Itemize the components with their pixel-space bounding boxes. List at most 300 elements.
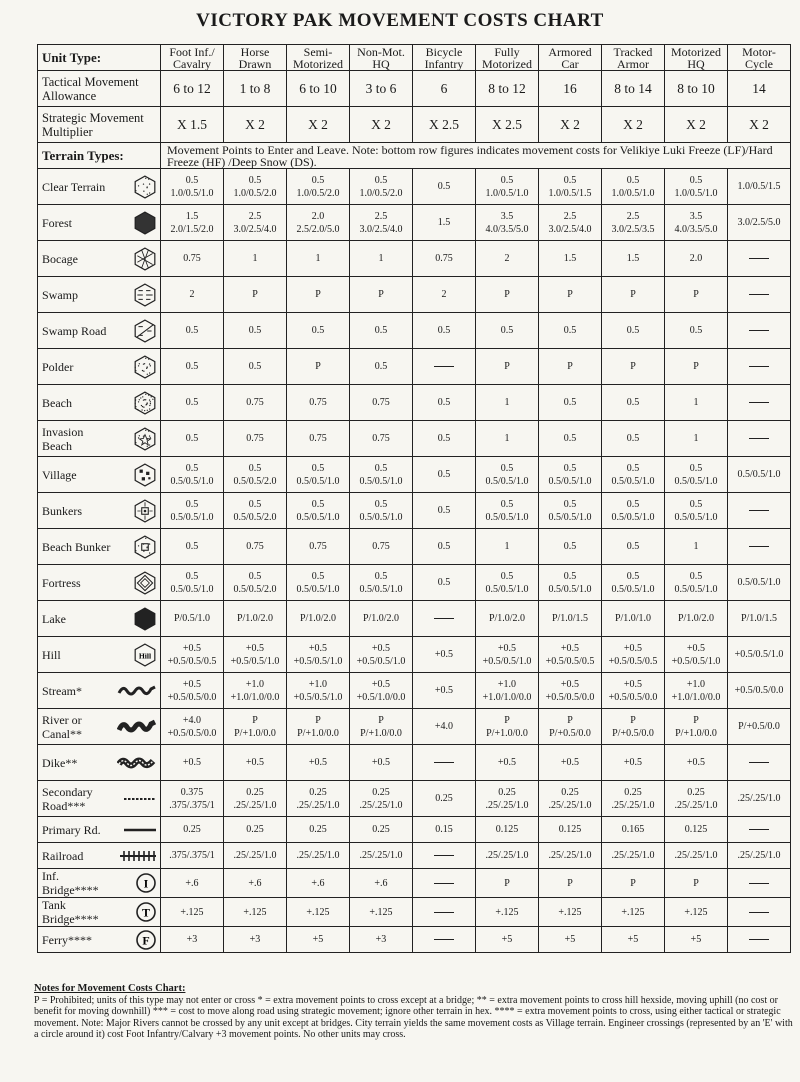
- terrain-cost-cell: [287, 637, 350, 673]
- cost-value: 2: [504, 253, 510, 264]
- cost-value: 0.75: [435, 253, 453, 264]
- terrain-cost-cell: [539, 421, 602, 457]
- cost-freeze-value: P/+1.0/0.0: [360, 727, 402, 739]
- cost-value: 0.5: [563, 462, 577, 474]
- terrain-cost-cell: [413, 601, 476, 637]
- not-applicable-dash: [749, 294, 769, 295]
- terrain-cost-cell: [602, 843, 665, 869]
- terrain-cost-cell: [413, 673, 476, 709]
- cost-value: +.125: [558, 906, 582, 918]
- not-applicable-dash: [434, 883, 454, 884]
- terrain-row-label: [38, 457, 161, 493]
- terrain-cost-cell: [476, 817, 539, 843]
- strategic-value: X 2: [728, 107, 791, 143]
- cost-value: 0.25: [309, 824, 327, 835]
- cost-value: +0.5: [182, 642, 202, 654]
- cost-freeze-value: 1.0/0.5/2.0: [233, 187, 277, 199]
- cost-freeze-value: 0.5/0.5/1.0: [359, 583, 403, 595]
- cost-value: +0.5: [686, 642, 706, 654]
- cost-value: 0.25: [372, 824, 390, 835]
- cost-freeze-value: 0.5/0.5/1.0: [170, 475, 214, 487]
- terrain-cost-cell: [224, 601, 287, 637]
- terrain-row-label: [38, 565, 161, 601]
- terrain-cost-cell: [287, 457, 350, 493]
- unit-header: Armored Car: [539, 45, 602, 71]
- cost-value: P/1.0/2.0: [299, 613, 337, 624]
- terrain-name: Beach Bunker: [42, 540, 111, 555]
- cost-value: +.125: [180, 906, 204, 918]
- terrain-cost-cell: [476, 673, 539, 709]
- cost-freeze-value: .25/.25/1.0: [548, 799, 592, 811]
- terrain-name: Hill: [42, 648, 61, 663]
- terrain-cost-cell: [224, 349, 287, 385]
- not-applicable-dash: [434, 912, 454, 913]
- terrain-cost-cell: [665, 385, 728, 421]
- cost-value: +5: [312, 934, 324, 945]
- terrain-cost-cell: [665, 898, 728, 927]
- terrain-cost-cell: [665, 637, 728, 673]
- terrain-cost-cell: [539, 869, 602, 898]
- terrain-row-label: [38, 493, 161, 529]
- cost-freeze-value: 0.5/0.5/2.0: [233, 475, 277, 487]
- terrain-cost-cell: [665, 493, 728, 529]
- cost-value: 0.5: [689, 174, 703, 186]
- cost-value: 0.5: [689, 570, 703, 582]
- cost-freeze-value: 2.5/2.0/5.0: [296, 223, 340, 235]
- cost-value: 0.5: [563, 498, 577, 510]
- terrain-cost-cell: [539, 843, 602, 869]
- cost-value: +0.5: [371, 757, 391, 768]
- terrain-cost-cell: [161, 277, 224, 313]
- cost-value: +.6: [374, 877, 388, 889]
- terrain-cost-cell: [665, 277, 728, 313]
- cost-freeze-value: +0.5/0.5/1.0: [293, 691, 343, 703]
- terrain-name: Beach: [42, 396, 72, 411]
- cost-value: 3.5: [500, 210, 514, 222]
- terrain-cost-cell: [602, 205, 665, 241]
- not-applicable-dash: [749, 883, 769, 884]
- terrain-name: Swamp Road: [42, 324, 107, 339]
- terrain-cost-cell: [287, 349, 350, 385]
- terrain-cost-cell: [224, 673, 287, 709]
- terrain-cost-cell: [665, 781, 728, 817]
- terrain-cost-cell: [728, 529, 791, 565]
- unit-header: Semi-Motorized: [287, 45, 350, 71]
- strategic-value: X 2.5: [413, 107, 476, 143]
- tactical-value: 6 to 10: [287, 71, 350, 107]
- terrain-cost-cell: [350, 637, 413, 673]
- cost-value: .25/.25/1.0: [737, 850, 781, 861]
- cost-value: 1.5: [563, 253, 577, 264]
- cost-freeze-value: P/+1.0/0.0: [234, 727, 276, 739]
- terrain-cost-cell: [539, 673, 602, 709]
- cost-value: .375/.375/1: [169, 850, 215, 861]
- cost-freeze-value: .25/.25/1.0: [296, 799, 340, 811]
- terrain-row-label: [38, 927, 161, 953]
- terrain-name: Primary Rd.: [42, 823, 101, 838]
- cost-value: 0.5: [311, 462, 325, 474]
- cost-value: P/1.0/2.0: [488, 613, 526, 624]
- cost-value: .25/.25/1.0: [611, 850, 655, 861]
- terrain-cost-cell: [476, 869, 539, 898]
- terrain-cost-cell: [161, 843, 224, 869]
- terrain-cost-cell: [413, 745, 476, 781]
- terrain-cost-cell: [224, 927, 287, 953]
- unit-header: Non-Mot. HQ: [350, 45, 413, 71]
- cost-value: +3: [186, 934, 198, 945]
- cost-value: 0.75: [372, 397, 390, 408]
- not-applicable-dash: [749, 258, 769, 259]
- terrain-cost-cell: [602, 529, 665, 565]
- terrain-cost-cell: [539, 817, 602, 843]
- cost-value: +5: [564, 934, 576, 945]
- cost-value: +.125: [369, 906, 393, 918]
- strategic-value: X 2.5: [476, 107, 539, 143]
- cost-freeze-value: 0.5/0.5/1.0: [611, 583, 655, 595]
- cost-freeze-value: .25/.25/1.0: [485, 799, 529, 811]
- terrain-cost-cell: [287, 781, 350, 817]
- cost-value: P: [504, 289, 510, 300]
- terrain-cost-cell: [224, 385, 287, 421]
- terrain-name: Inf. Bridge****: [42, 869, 99, 897]
- cost-value: 0.5/0.5/1.0: [737, 469, 781, 480]
- cost-value: P: [252, 289, 258, 300]
- terrain-cost-cell: [476, 709, 539, 745]
- terrain-cost-cell: [413, 169, 476, 205]
- terrain-row-label: [38, 277, 161, 313]
- terrain-cost-cell: [728, 745, 791, 781]
- cost-value: 0.5: [248, 462, 262, 474]
- cost-value: +5: [627, 934, 639, 945]
- terrain-name: Lake: [42, 612, 66, 627]
- cost-freeze-value: .25/.25/1.0: [233, 799, 277, 811]
- cost-value: 0.5: [311, 325, 325, 336]
- cost-freeze-value: 0.5/0.5/1.0: [485, 511, 529, 523]
- terrain-cost-cell: [161, 869, 224, 898]
- terrain-cost-cell: [350, 927, 413, 953]
- cost-value: 0.5: [248, 498, 262, 510]
- terrain-name: Railroad: [42, 849, 84, 864]
- cost-freeze-value: 0.5/0.5/1.0: [548, 583, 592, 595]
- terrain-cost-cell: [665, 673, 728, 709]
- cost-value: 0.5: [185, 397, 199, 408]
- terrain-cost-cell: [602, 601, 665, 637]
- terrain-cost-cell: [602, 277, 665, 313]
- cost-freeze-value: +0.5/0.5/0.0: [608, 691, 658, 703]
- cost-freeze-value: +1.0/1.0/0.0: [671, 691, 721, 703]
- cost-value: 0.5: [437, 181, 451, 192]
- cost-value: 0.5: [374, 174, 388, 186]
- terrain-cost-cell: [476, 781, 539, 817]
- terrain-types-label: Terrain Types:: [38, 143, 161, 169]
- unit-header: Bicycle Infantry: [413, 45, 476, 71]
- terrain-cost-cell: [665, 421, 728, 457]
- cost-value: 0.25: [498, 786, 516, 798]
- terrain-cost-cell: [476, 493, 539, 529]
- cost-value: +5: [690, 934, 702, 945]
- terrain-cost-cell: [350, 565, 413, 601]
- not-applicable-dash: [749, 912, 769, 913]
- terrain-cost-cell: [224, 313, 287, 349]
- strategic-value: X 2: [350, 107, 413, 143]
- cost-value: 1: [504, 433, 510, 444]
- terrain-row-label: [38, 601, 161, 637]
- terrain-cost-cell: [728, 927, 791, 953]
- terrain-cost-cell: [287, 529, 350, 565]
- terrain-cost-cell: [665, 927, 728, 953]
- cost-value: 0.5: [185, 174, 199, 186]
- terrain-cost-cell: [224, 529, 287, 565]
- cost-value: 0.5: [437, 325, 451, 336]
- notes-section: [34, 983, 794, 1041]
- terrain-cost-cell: [350, 529, 413, 565]
- terrain-cost-cell: [224, 565, 287, 601]
- cost-freeze-value: P/+1.0/0.0: [297, 727, 339, 739]
- terrain-cost-cell: [161, 457, 224, 493]
- cost-value: P/1.0/2.0: [236, 613, 274, 624]
- cost-freeze-value: 0.5/0.5/1.0: [611, 511, 655, 523]
- terrain-cost-cell: [350, 313, 413, 349]
- cost-value: +4.0: [434, 721, 454, 732]
- cost-value: .25/.25/1.0: [737, 793, 781, 804]
- terrain-cost-cell: [287, 898, 350, 927]
- cost-value: 0.5: [311, 570, 325, 582]
- terrain-cost-cell: [728, 277, 791, 313]
- cost-value: 0.5: [185, 433, 199, 444]
- terrain-cost-cell: [665, 169, 728, 205]
- cost-freeze-value: +0.5/0.5/1.0: [671, 655, 721, 667]
- terrain-cost-cell: [161, 637, 224, 673]
- unit-header: Motor-Cycle: [728, 45, 791, 71]
- cost-freeze-value: P/+0.5/0.0: [612, 727, 654, 739]
- cost-value: +0.5: [371, 678, 391, 690]
- terrain-cost-cell: [350, 385, 413, 421]
- cost-value: +0.5: [497, 642, 517, 654]
- terrain-row-label: [38, 709, 161, 745]
- cost-value: 0.25: [687, 786, 705, 798]
- terrain-cost-cell: [728, 781, 791, 817]
- cost-value: 0.5: [500, 462, 514, 474]
- terrain-cost-cell: [665, 457, 728, 493]
- cost-freeze-value: 0.5/0.5/1.0: [674, 583, 718, 595]
- cost-value: 0.5: [437, 397, 451, 408]
- terrain-cost-cell: [539, 169, 602, 205]
- terrain-cost-cell: [728, 313, 791, 349]
- cost-value: P: [315, 714, 321, 726]
- cost-value: 0.125: [558, 824, 582, 835]
- terrain-row-label: [38, 869, 161, 898]
- terrain-cost-cell: [287, 745, 350, 781]
- cost-value: +0.5: [308, 757, 328, 768]
- terrain-cost-cell: [224, 169, 287, 205]
- cost-value: 0.5: [185, 570, 199, 582]
- terrain-cost-cell: [602, 869, 665, 898]
- cost-value: 1.5: [626, 253, 640, 264]
- not-applicable-dash: [434, 855, 454, 856]
- cost-value: 0.25: [183, 824, 201, 835]
- terrain-cost-cell: [224, 421, 287, 457]
- cost-freeze-value: +0.5/0.5/0.5: [608, 655, 658, 667]
- terrain-cost-cell: [476, 205, 539, 241]
- unit-header: Tracked Armor: [602, 45, 665, 71]
- terrain-cost-cell: [161, 565, 224, 601]
- terrain-cost-cell: [728, 457, 791, 493]
- cost-value: 0.125: [684, 824, 708, 835]
- cost-value: 0.5: [626, 397, 640, 408]
- cost-value: P: [693, 289, 699, 300]
- cost-freeze-value: 1.0/0.5/1.0: [170, 187, 214, 199]
- cost-freeze-value: 1.0/0.5/1.5: [548, 187, 592, 199]
- terrain-row-label: [38, 843, 161, 869]
- cost-freeze-value: P/+1.0/0.0: [675, 727, 717, 739]
- cost-freeze-value: .375/.375/1: [169, 799, 215, 811]
- cost-freeze-value: 4.0/3.5/5.0: [674, 223, 718, 235]
- terrain-cost-cell: [539, 709, 602, 745]
- cost-value: +5: [501, 934, 513, 945]
- cost-value: +0.5: [182, 678, 202, 690]
- notes-title: Notes for Movement Costs Chart:: [34, 983, 186, 994]
- cost-value: 0.5: [563, 570, 577, 582]
- terrain-cost-cell: [665, 601, 728, 637]
- cost-value: 0.5: [563, 174, 577, 186]
- terrain-cost-cell: [224, 898, 287, 927]
- terrain-cost-cell: [287, 421, 350, 457]
- terrain-cost-cell: [476, 313, 539, 349]
- cost-freeze-value: 0.5/0.5/1.0: [170, 511, 214, 523]
- tactical-value: 1 to 8: [224, 71, 287, 107]
- svg-text:T: T: [141, 905, 151, 920]
- cost-value: P/+0.5/0.0: [738, 721, 780, 732]
- terrain-cost-cell: [602, 349, 665, 385]
- not-applicable-dash: [434, 618, 454, 619]
- cost-value: P: [504, 877, 510, 889]
- terrain-cost-cell: [224, 493, 287, 529]
- terrain-cost-cell: [287, 493, 350, 529]
- terrain-cost-cell: [350, 457, 413, 493]
- terrain-row-label: [38, 385, 161, 421]
- terrain-cost-cell: [539, 898, 602, 927]
- terrain-cost-cell: [413, 869, 476, 898]
- tactical-value: 16: [539, 71, 602, 107]
- terrain-cost-cell: [602, 898, 665, 927]
- terrain-name: Forest: [42, 216, 72, 231]
- cost-freeze-value: 0.5/0.5/2.0: [233, 583, 277, 595]
- cost-value: 0.5: [689, 325, 703, 336]
- cost-value: 0.5: [500, 570, 514, 582]
- cost-freeze-value: 0.5/0.5/1.0: [548, 511, 592, 523]
- terrain-cost-cell: [602, 673, 665, 709]
- terrain-cost-cell: [602, 169, 665, 205]
- cost-value: +0.5/0.5/1.0: [734, 649, 784, 660]
- cost-value: 2.0: [311, 210, 325, 222]
- terrain-cost-cell: [476, 565, 539, 601]
- cost-value: +0.5: [245, 757, 265, 768]
- terrain-cost-cell: [602, 817, 665, 843]
- cost-value: 0.5: [248, 325, 262, 336]
- terrain-cost-cell: [539, 205, 602, 241]
- cost-value: +1.0: [308, 678, 328, 690]
- terrain-cost-cell: [413, 927, 476, 953]
- cost-value: 0.5: [185, 361, 199, 372]
- cost-value: +4.0: [182, 714, 202, 726]
- cost-value: 2.0: [689, 253, 703, 264]
- terrain-row-label: [38, 169, 161, 205]
- terrain-cost-cell: [476, 277, 539, 313]
- cost-freeze-value: 1.0/0.5/1.0: [674, 187, 718, 199]
- terrain-cost-cell: [413, 817, 476, 843]
- terrain-cost-cell: [224, 637, 287, 673]
- terrain-cost-cell: [413, 457, 476, 493]
- terrain-cost-cell: [161, 781, 224, 817]
- terrain-cost-cell: [602, 493, 665, 529]
- terrain-cost-cell: [476, 745, 539, 781]
- terrain-cost-cell: [413, 349, 476, 385]
- cost-freeze-value: 2.0/1.5/2.0: [170, 223, 214, 235]
- terrain-cost-cell: [413, 277, 476, 313]
- cost-value: 0.5/0.5/1.0: [737, 577, 781, 588]
- cost-freeze-value: +0.5/0.5/0.5: [545, 655, 595, 667]
- terrain-cost-cell: [665, 349, 728, 385]
- cost-freeze-value: 1.0/0.5/2.0: [359, 187, 403, 199]
- terrain-row-label: [38, 205, 161, 241]
- terrain-cost-cell: [476, 843, 539, 869]
- terrain-cost-cell: [728, 637, 791, 673]
- terrain-cost-cell: [350, 205, 413, 241]
- terrain-cost-cell: [539, 601, 602, 637]
- terrain-cost-cell: [665, 313, 728, 349]
- cost-value: 0.5: [626, 541, 640, 552]
- terrain-row-label: [38, 745, 161, 781]
- terrain-cost-cell: [413, 637, 476, 673]
- terrain-cost-cell: [224, 745, 287, 781]
- terrain-cost-cell: [287, 565, 350, 601]
- cost-value: 0.75: [309, 433, 327, 444]
- cost-value: 0.5: [374, 498, 388, 510]
- terrain-name: Ferry****: [42, 933, 92, 948]
- cost-freeze-value: +0.5/0.5/0.0: [545, 691, 595, 703]
- terrain-cost-cell: [476, 241, 539, 277]
- cost-freeze-value: 0.5/0.5/1.0: [611, 475, 655, 487]
- cost-freeze-value: 3.0/2.5/4.0: [233, 223, 277, 235]
- not-applicable-dash: [749, 366, 769, 367]
- terrain-name: River or Canal**: [42, 712, 82, 741]
- cost-value: 2.5: [374, 210, 388, 222]
- cost-value: 0.15: [435, 824, 453, 835]
- cost-value: 2.5: [563, 210, 577, 222]
- svg-text:F: F: [142, 933, 150, 947]
- cost-value: 2.5: [626, 210, 640, 222]
- terrain-cost-cell: [728, 817, 791, 843]
- cost-value: 1.0/0.5/1.5: [737, 181, 781, 192]
- cost-value: 0.5: [626, 433, 640, 444]
- cost-value: P: [252, 714, 258, 726]
- cost-freeze-value: +0.5/0.5/1.0: [356, 655, 406, 667]
- cost-value: 0.5: [248, 361, 262, 372]
- terrain-cost-cell: [665, 709, 728, 745]
- unit-header: Foot Inf./ Cavalry: [161, 45, 224, 71]
- terrain-row-label: [38, 781, 161, 817]
- cost-value: P: [567, 877, 573, 889]
- terrain-cost-cell: [728, 205, 791, 241]
- terrain-cost-cell: [728, 421, 791, 457]
- terrain-cost-cell: [350, 349, 413, 385]
- cost-value: P/1.0/1.5: [551, 613, 589, 624]
- terrain-cost-cell: [728, 385, 791, 421]
- cost-value: +.6: [185, 877, 199, 889]
- cost-freeze-value: 0.5/0.5/1.0: [359, 475, 403, 487]
- terrain-name: Stream*: [42, 684, 82, 699]
- terrain-cost-cell: [161, 385, 224, 421]
